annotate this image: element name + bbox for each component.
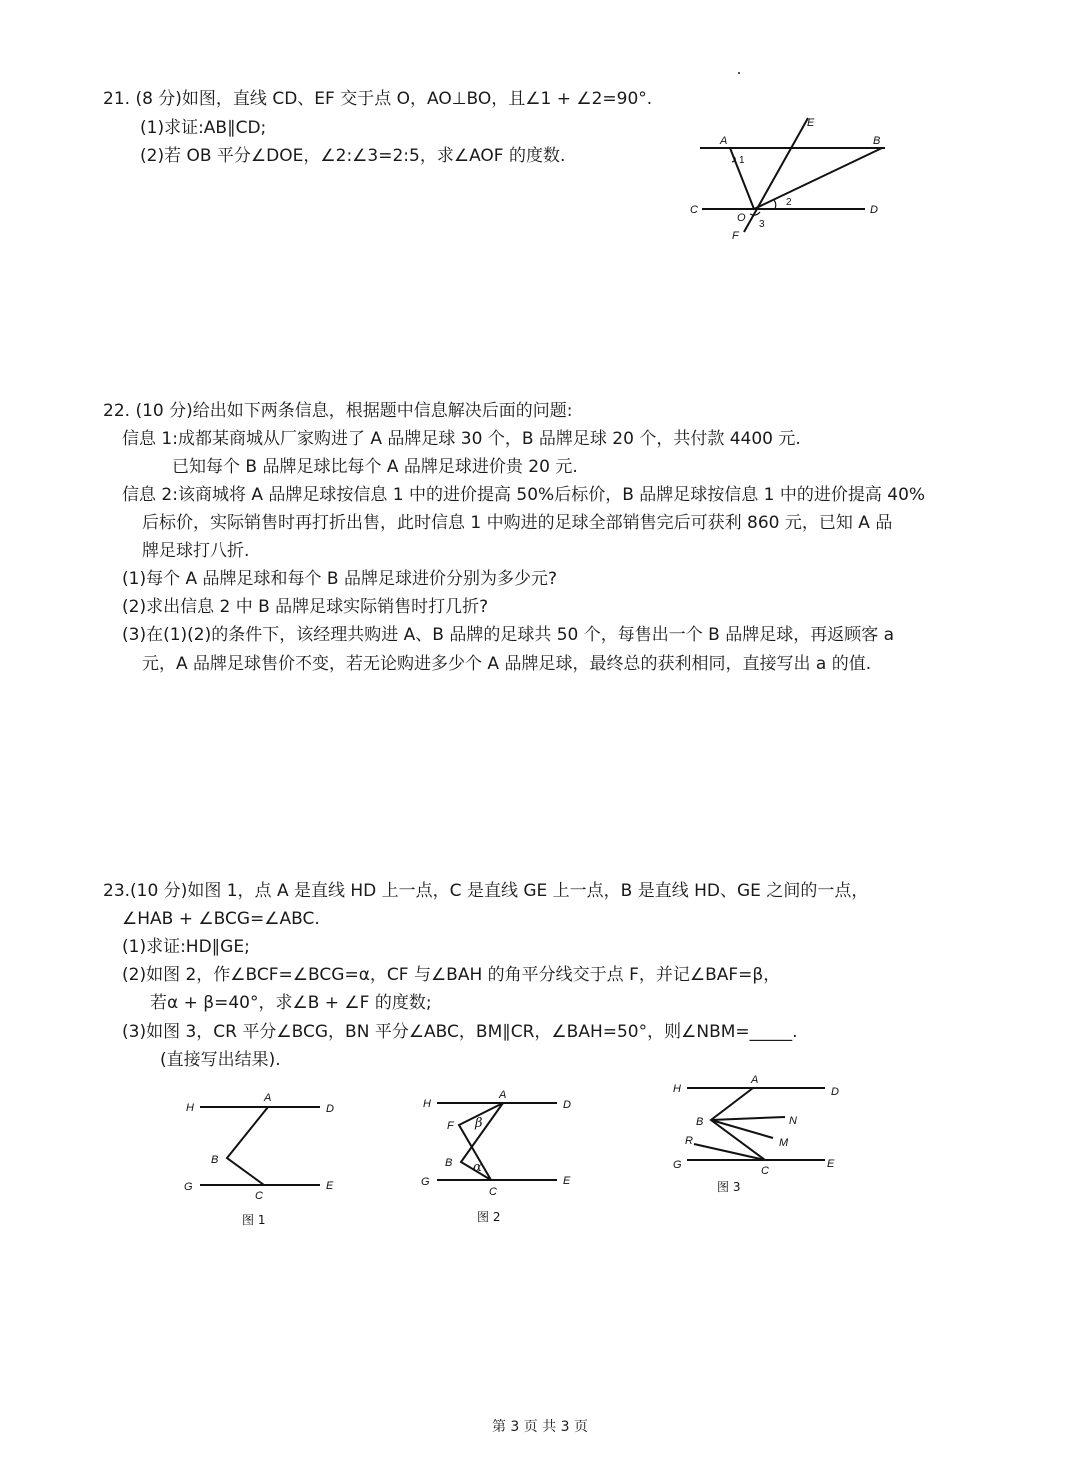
label-b: B [445,1157,453,1169]
scan-speck [738,72,740,74]
q22-info2-line1: 信息 2:该商城将 A 品牌足球按信息 1 中的进价提高 50%后标价，B 品牌足球按信息 1 中的进价提高 40% [122,485,926,505]
label-h: H [423,1098,431,1110]
angle-1-label: 1 [739,155,745,166]
label-e: E [827,1158,835,1170]
label-g: G [673,1159,682,1171]
label-e: E [326,1180,334,1192]
q23-part3-line2: (直接写出结果). [160,1050,281,1070]
caption-fig2: 图 2 [477,1210,501,1224]
angle-2-arc [774,200,776,209]
q21-part1: (1)求证:AB∥CD; [140,118,267,138]
label-a: A [720,135,728,147]
q22-part3-line1: (3)在(1)(2)的条件下，该经理共购进 A、B 品牌的足球共 50 个，每售出一个 B 品牌足球，再返顾客 a [122,625,895,645]
q23-figure-1 [180,1085,350,1230]
label-a: A [264,1092,272,1104]
q22-part3-line2: 元，A 品牌足球售价不变，若无论购进多少个 A 品牌足球，最终总的获利相同，直接写出 a 的值. [142,654,872,674]
label-g: G [184,1181,193,1193]
label-b: B [696,1116,704,1128]
q21-stem: 21. (8 分)如图，直线 CD、EF 交于点 O，AO⊥BO，且∠1 + ∠2=90°. [103,89,653,109]
q22-part2: (2)求出信息 2 中 B 品牌足球实际销售时打几折? [122,597,489,617]
q23-part3-line1: (3)如图 3，CR 平分∠BCG，BN 平分∠ABC，BM∥CR，∠BAH=50°，则∠NBM=_____. [122,1022,798,1042]
q23-part1: (1)求证:HD∥GE; [122,937,250,957]
caption-fig1: 图 1 [242,1213,266,1227]
q23-stem-line2: ∠HAB + ∠BCG=∠ABC. [122,909,320,929]
ray-bm [711,1120,773,1138]
label-h: H [673,1083,681,1095]
q21-figure [680,110,900,245]
label-f: F [732,230,739,242]
q21-part2: (2)若 OB 平分∠DOE，∠2:∠3=2:5，求∠AOF 的度数. [140,146,566,166]
label-c: C [761,1165,769,1177]
q23-part2-line2: 若α + β=40°，求∠B + ∠F 的度数; [150,993,432,1013]
label-f: F [447,1120,454,1132]
label-c: C [255,1190,263,1202]
label-e: E [807,117,815,129]
q22-part1: (1)每个 A 品牌足球和每个 B 品牌足球进价分别为多少元? [122,569,558,589]
label-c: C [690,204,698,216]
label-c: C [489,1186,497,1198]
label-a: A [751,1074,759,1086]
label-d: D [831,1086,839,1098]
label-e: E [563,1175,571,1187]
label-d: D [870,204,878,216]
q22-info2-line3: 牌足球打八折. [142,541,250,561]
q22-info2-line2: 后标价，实际销售时再打折出售，此时信息 1 中购进的足球全部销售完后可获利 860 元，已知 A 品 [142,513,893,533]
label-beta: β [475,1116,483,1131]
q23-part2-line1: (2)如图 2，作∠BCF=∠BCG=α，CF 与∠BAH 的角平分线交于点 F，并记∠BAF=β， [122,965,781,985]
label-h: H [186,1102,194,1114]
label-b: B [211,1154,219,1166]
q23-stem-line1: 23.(10 分)如图 1，点 A 是直线 HD 上一点，C 是直线 GE 上一点，B 是直线 HD、GE 之间的一点， [103,881,869,901]
angle-2-label: 2 [786,197,792,208]
label-d: D [563,1099,571,1111]
q22-info1-line1: 信息 1:成都某商城从厂家购进了 A 品牌足球 30 个，B 品牌足球 20 个，共付款 4400 元. [122,429,801,449]
ray-bn [711,1117,785,1120]
label-o: O [737,212,746,224]
label-a: A [499,1089,507,1101]
q23-figure-2 [415,1085,585,1230]
label-g: G [421,1176,430,1188]
caption-fig3: 图 3 [717,1180,741,1194]
q22-stem: 22. (10 分)给出如下两条信息，根据题中信息解决后面的问题: [103,401,573,421]
q23-figure-3 [665,1070,855,1205]
label-b: B [873,135,881,147]
label-n: N [789,1115,797,1127]
broken-line-abc [227,1107,268,1185]
angle-3-label: 3 [759,219,765,230]
label-d: D [326,1103,334,1115]
q22-info1-line2: 已知每个 B 品牌足球比每个 A 品牌足球进价贵 20 元. [172,457,578,477]
label-m: M [779,1137,789,1149]
label-alpha: α [473,1160,482,1175]
page-footer: 第 3 页 共 3 页 [491,1419,589,1435]
label-r: R [685,1135,693,1147]
